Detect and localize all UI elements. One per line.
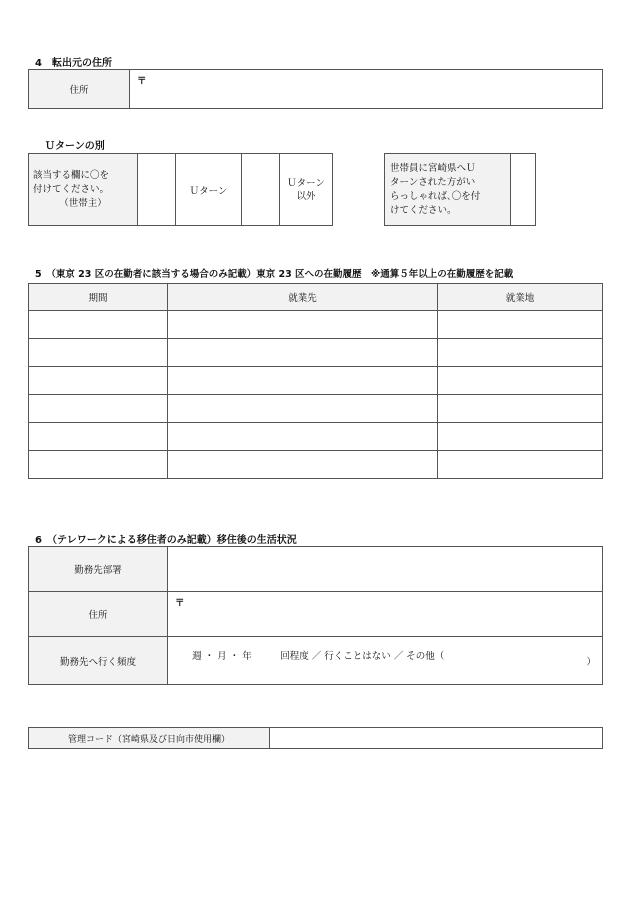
section-5-heading: 5 （東京 23 区の在勤者に該当する場合のみ記載）東京 23 区への在勤履歴 ※通算５年以上の在勤履歴を記載 xyxy=(35,269,514,280)
section-6-heading: 6 （テレワークによる移住者のみ記載）移住後の生活状況 xyxy=(35,535,297,546)
workplace-cell[interactable] xyxy=(438,451,603,479)
table-row xyxy=(29,367,603,395)
period-cell[interactable] xyxy=(29,451,168,479)
workplace-cell[interactable] xyxy=(438,367,603,395)
uturn-option-label: Ｕターン xyxy=(176,154,242,226)
management-code-label: 管理コード（宮崎県及び日向市使用欄） xyxy=(29,728,270,749)
employer-cell[interactable] xyxy=(168,311,438,339)
work-history-table xyxy=(28,283,603,479)
uturn-instruction-cell: 該当する欄に〇を 付けてください。 （世帯主） xyxy=(29,154,138,226)
workplace-cell[interactable] xyxy=(438,339,603,367)
employer-cell[interactable] xyxy=(168,451,438,479)
uturn-heading: Ｕターンの別 xyxy=(45,141,105,152)
employer-cell[interactable] xyxy=(168,423,438,451)
period-cell[interactable] xyxy=(29,339,168,367)
uturn-check-cell[interactable] xyxy=(138,154,176,226)
household-note-cell: 世帯員に宮崎県へＵ ターンされた方がい らっしゃれば､〇を付 けてください。 xyxy=(385,154,511,226)
management-code-field[interactable] xyxy=(270,728,603,749)
management-code-table xyxy=(28,727,603,749)
telework-address-label: 住所 xyxy=(29,592,168,637)
uturn-other-check-cell[interactable] xyxy=(242,154,280,226)
period-cell[interactable] xyxy=(29,311,168,339)
table-row xyxy=(29,423,603,451)
employer-column-header: 就業先 xyxy=(168,284,438,311)
household-check-cell[interactable] xyxy=(511,154,536,226)
table-row xyxy=(29,395,603,423)
employer-cell[interactable] xyxy=(168,367,438,395)
source-address-table xyxy=(28,69,603,109)
workplace-column-header: 就業地 xyxy=(438,284,603,311)
workplace-cell[interactable] xyxy=(438,395,603,423)
table-row xyxy=(29,451,603,479)
uturn-other-option-label: Ｕターン 以外 xyxy=(280,154,333,226)
address-field[interactable] xyxy=(130,70,603,109)
frequency-label: 勤務先へ行く頻度 xyxy=(29,637,168,685)
frequency-text: 週 ・ 月 ・ 年 回程度 ／ 行くことはない ／ その他（ xyxy=(192,651,445,662)
telework-address-field[interactable] xyxy=(168,592,603,637)
department-label: 勤務先部署 xyxy=(29,547,168,592)
period-cell[interactable] xyxy=(29,395,168,423)
department-field[interactable] xyxy=(168,547,603,592)
section-4-heading: 4 転出元の住所 xyxy=(35,58,112,69)
telework-table xyxy=(28,546,603,685)
table-row xyxy=(29,311,603,339)
postal-mark: 〒 xyxy=(137,76,147,87)
frequency-field[interactable] xyxy=(168,637,603,685)
workplace-cell[interactable] xyxy=(438,423,603,451)
employer-cell[interactable] xyxy=(168,339,438,367)
workplace-cell[interactable] xyxy=(438,311,603,339)
household-uturn-table xyxy=(384,153,536,226)
period-cell[interactable] xyxy=(29,423,168,451)
employer-cell[interactable] xyxy=(168,395,438,423)
postal-mark: 〒 xyxy=(175,598,185,609)
period-column-header: 期間 xyxy=(29,284,168,311)
frequency-close: ） xyxy=(586,656,596,668)
table-row xyxy=(29,339,603,367)
uturn-table xyxy=(28,153,333,226)
period-cell[interactable] xyxy=(29,367,168,395)
address-label: 住所 xyxy=(29,70,130,109)
